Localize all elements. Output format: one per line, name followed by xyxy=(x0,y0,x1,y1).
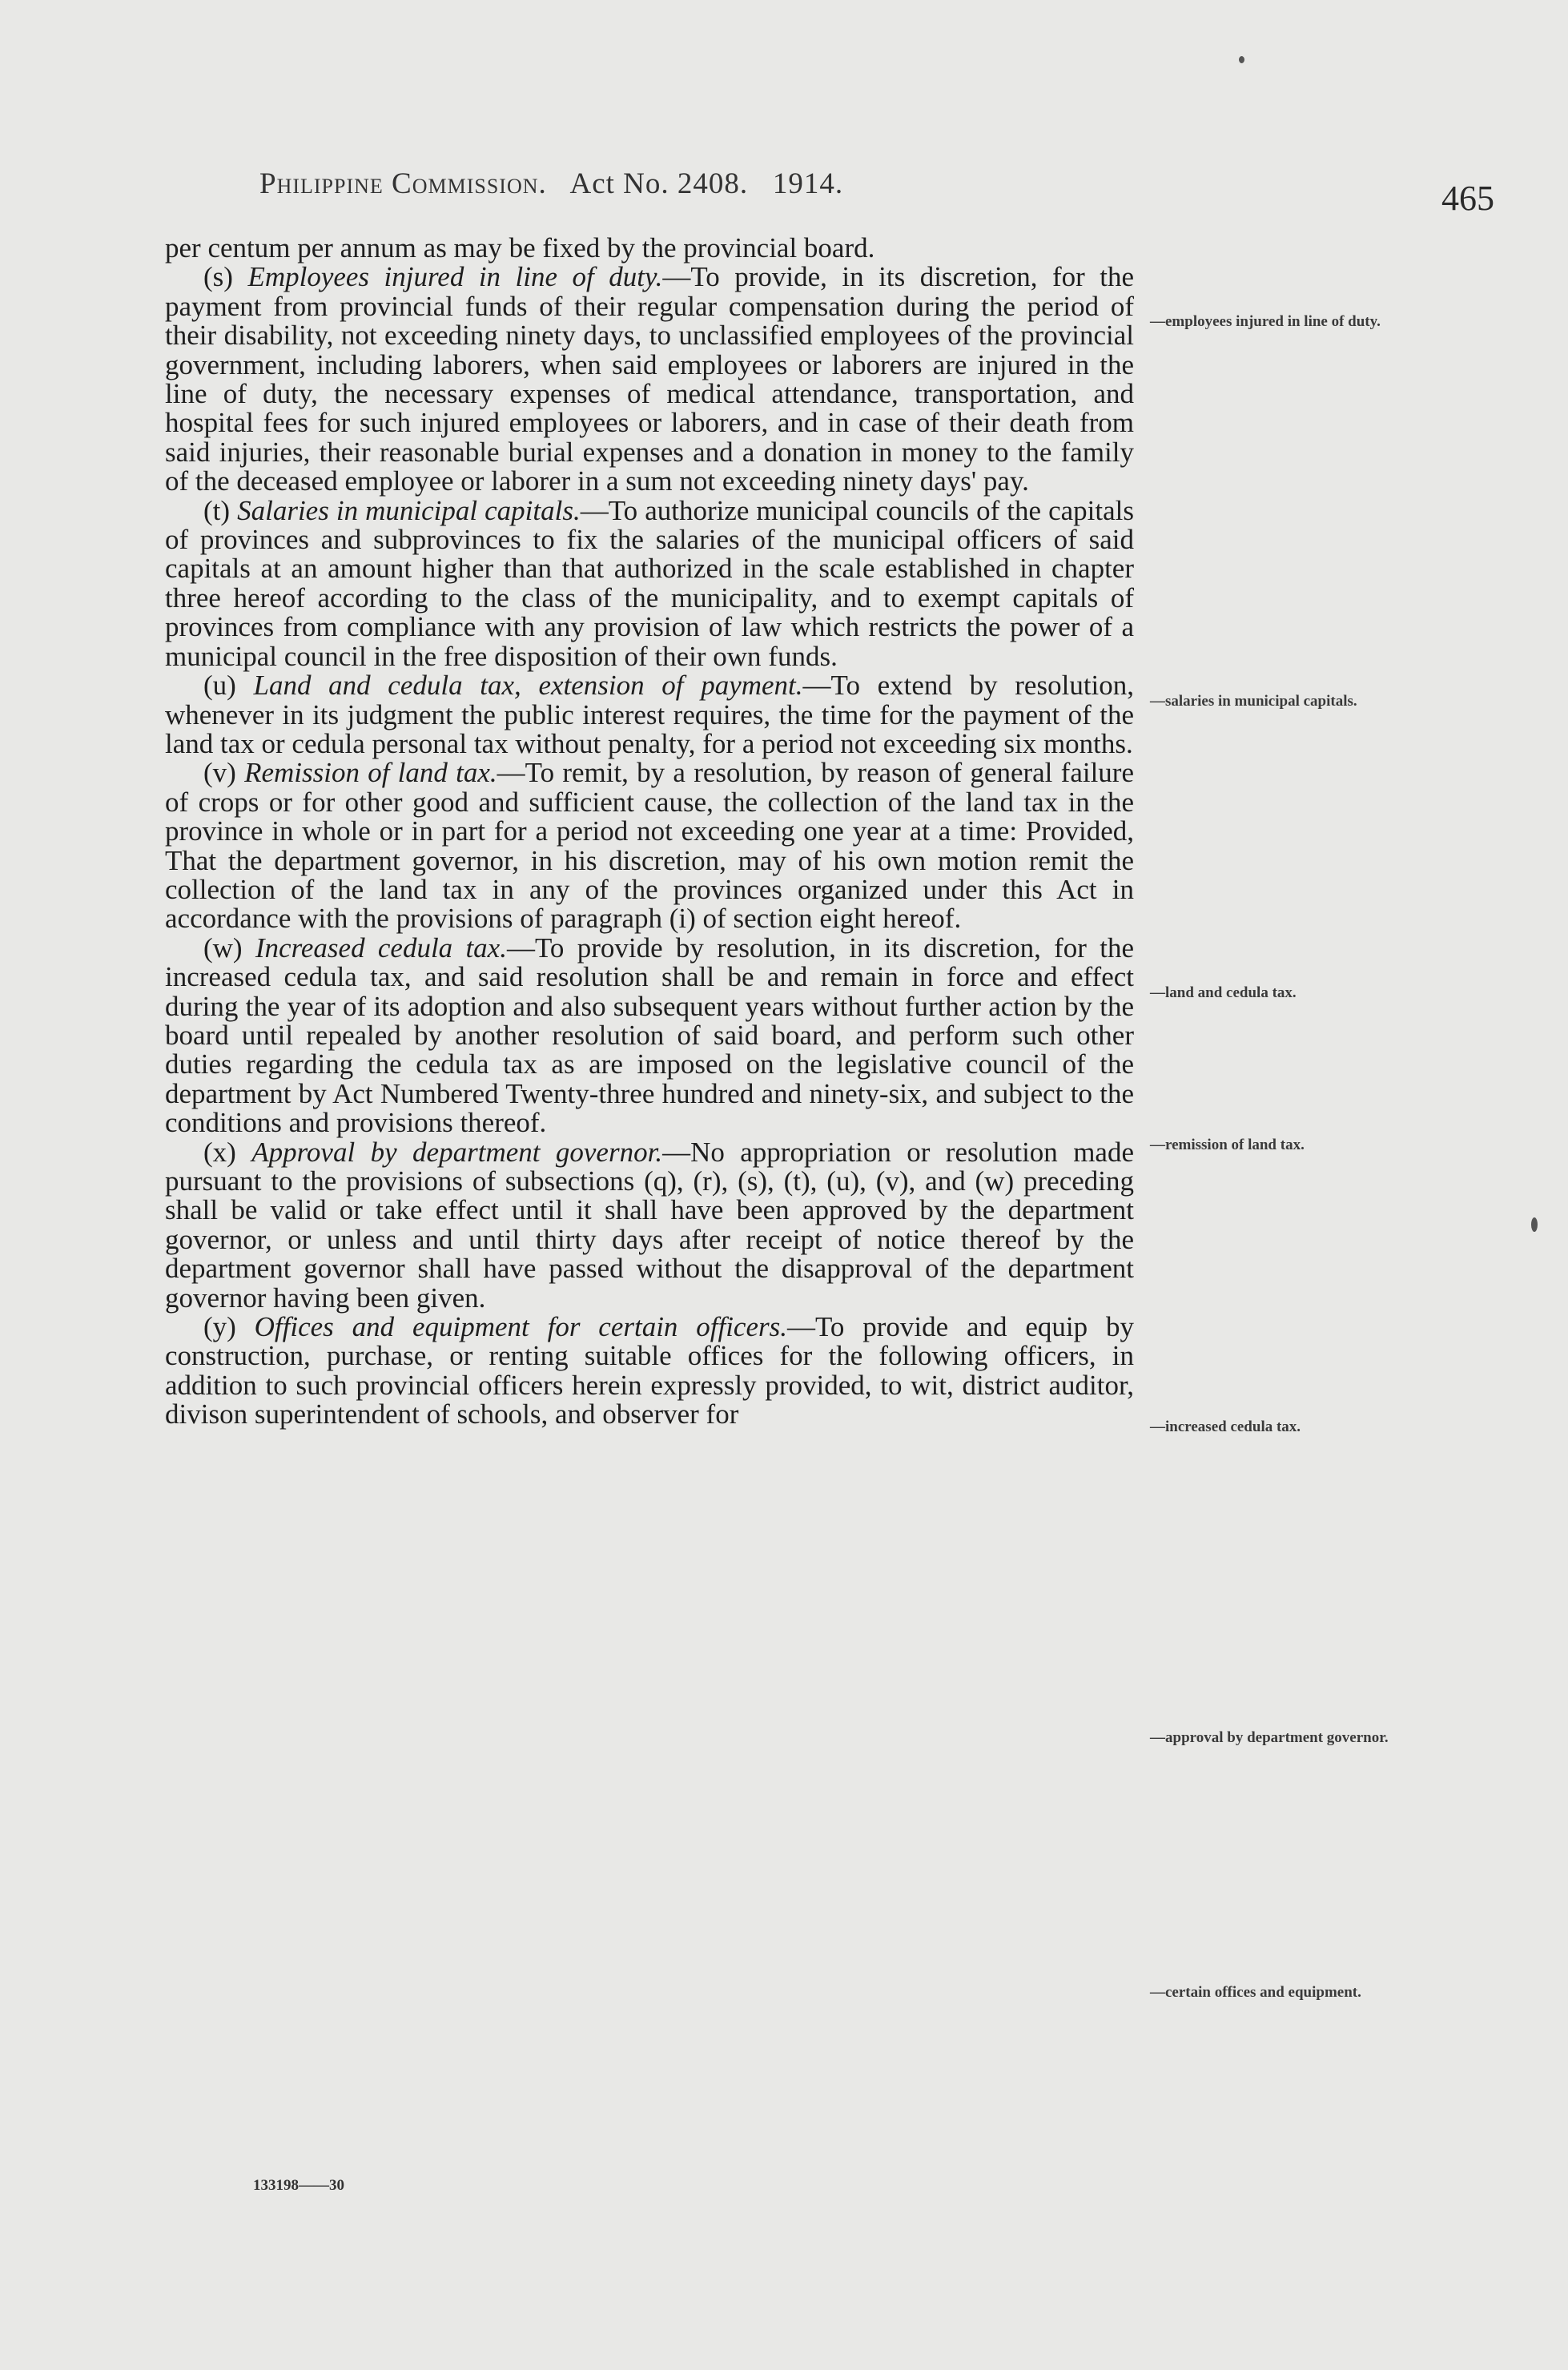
paper-speck xyxy=(1239,56,1244,63)
body-text xyxy=(165,234,1134,1430)
header-act: Act No. 2408. xyxy=(569,167,749,200)
section-v: (v) Remission of land tax.—To remit, by a resolution, by reason of general failure of crops or for other good and sufficient cause, the collection of the land tax in the province in whole or in part for a period not exceeding one year at a time: Provided, That the department governor, in his discretion, may of his own motion remit the collection of the land tax in any of the provinces organized under this Act in accordance with the provisions of paragraph (i) of section eight hereof. xyxy=(165,757,1134,935)
margin-note-remission: —remission of land tax. xyxy=(1150,1137,1305,1153)
paper-speck xyxy=(1531,1217,1538,1232)
section-u: (u) Land and cedula tax, extension of payment.—To extend by resolution, whenever in its judgment the public interest requires, the time for the payment of the land tax or cedula personal tax without penalty, for a period not exceeding six months. xyxy=(165,670,1135,759)
margin-note-employees: —employees injured in line of duty. xyxy=(1150,313,1381,330)
section-s: (s) Employees injured in line of duty.—To provide, in its discretion, for the payment from provincial funds of their regular compensation during the period of their disability, not exceeding ninety days, to unclassified employees of the provincial government, including laborers, when said employees or laborers are injured in the line of duty, the necessary expenses of medical attendance, transportation, and hospital fees for such injured employees or laborers, and in case of their death from said injuries, their reasonable burial expenses and a donation in money to the family of the deceased employee or laborer in a sum not exceeding ninety days' pay. xyxy=(165,261,1135,497)
section-w: (w) Increased cedula tax.—To provide by resolution, in its discretion, for the increased cedula tax, and said resolution shall be and remain in force and effect during the year of its adoption and also subsequent years without further action by the board until repealed by another resolution of said board, and perform such other duties regarding the cedula tax as are imposed on the legislative council of the department by Act Numbered Twenty-three hundred and ninety-six, and subject to the conditions and provisions thereof. xyxy=(165,932,1135,1139)
margin-note-approval: —approval by department governor. xyxy=(1150,1729,1389,1746)
section-y: (y) Offices and equipment for certain officers.—To provide and equip by construction, purchase, or renting suitable offices for the following officers, in addition to such provincial officers herein expressly provided, to wit, district auditor, divison superintendent of schools, and observer for xyxy=(165,1311,1134,1430)
header-year: 1914. xyxy=(772,167,844,200)
section-x: (x) Approval by department governor.—No appropriation or resolution made pursuant to the provisions of subsections (q), (r), (s), (t), (u), (v), and (w) preceding shall be valid or take effect until it shall have been approved by the department governor, or unless and until thirty days after receipt of notice thereof by the department governor shall have passed without the disapproval of the department governor having been given. xyxy=(165,1136,1135,1314)
page-number: 465 xyxy=(1441,179,1494,218)
running-header xyxy=(259,167,843,201)
printer-signature: 133198——30 xyxy=(253,2177,344,2194)
header-title: Philippine Commission. xyxy=(259,167,547,200)
margin-note-land-cedula: —land and cedula tax. xyxy=(1150,984,1297,1001)
margin-note-offices: —certain offices and equipment. xyxy=(1150,1984,1361,2001)
margin-note-increased-cedula: —increased cedula tax. xyxy=(1150,1418,1301,1435)
opening-paragraph: per centum per annum as may be fixed by the provincial board. xyxy=(165,232,875,264)
margin-note-salaries: —salaries in municipal capitals. xyxy=(1150,693,1357,710)
section-t: (t) Salaries in municipal capitals.—To authorize municipal councils of the capitals of provinces and subprovinces to fix the salaries of the municipal officers of said capitals at an amount higher than that authorized in the scale established in chapter three hereof according to the class of the municipality, and to exempt capitals of provinces from compliance with any provision of law which restricts the power of a municipal council in the free disposition of their own funds. xyxy=(165,494,1135,672)
